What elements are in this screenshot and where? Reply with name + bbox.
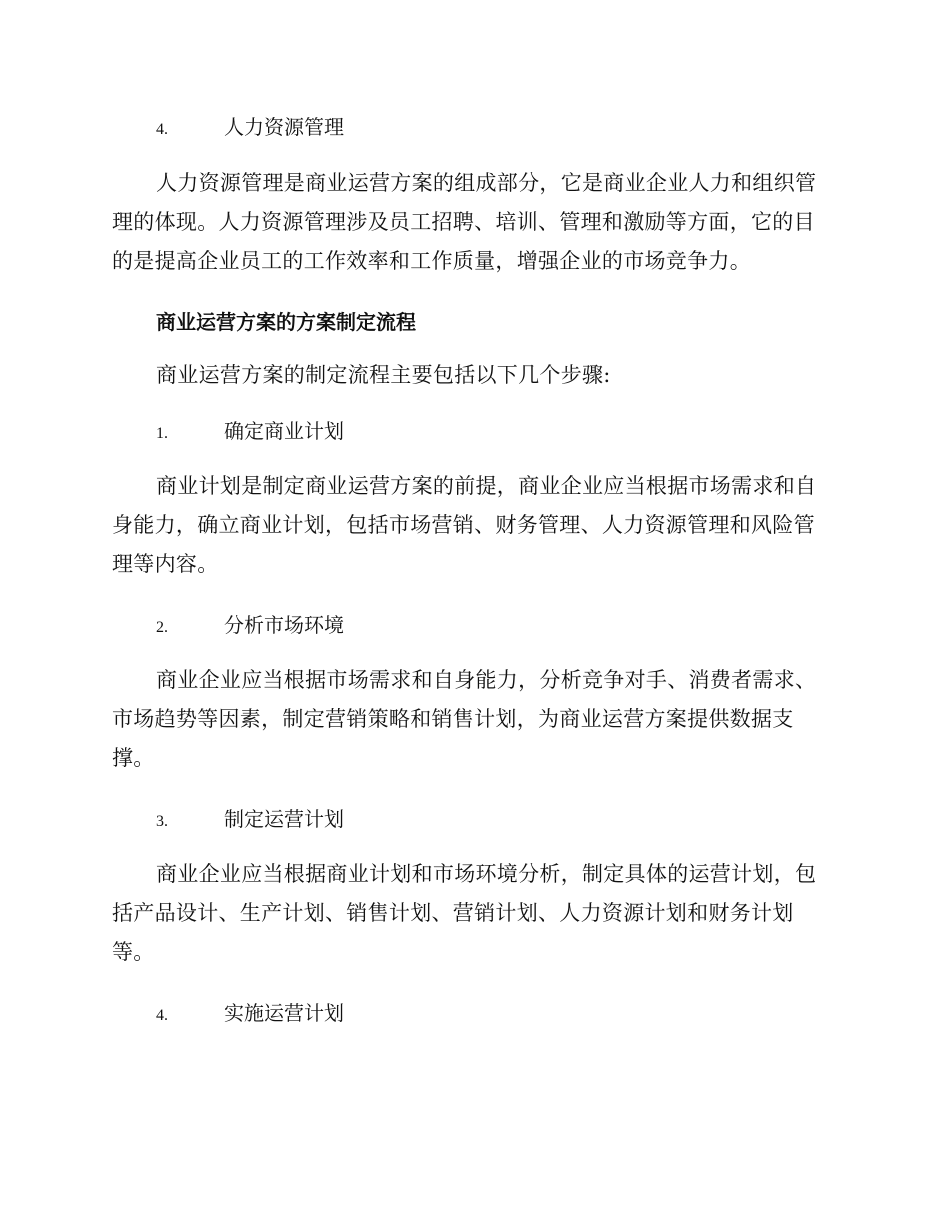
paragraph-intro: 商业运营方案的制定流程主要包括以下几个步骤: (156, 363, 611, 387)
list-number: 4. (156, 1007, 168, 1024)
paragraph-step-1: 商业计划是制定商业运营方案的前提，商业企业应当根据市场需求和自身能力，确立商业计划，包括市场营销、财务管理、人力资源管理和风险管理等内容。 (112, 474, 817, 576)
list-item-step-4 (112, 998, 874, 1031)
list-number: 2. (156, 619, 168, 636)
list-title: 确定商业计划 (224, 419, 344, 443)
paragraph-step-3: 商业企业应当根据商业计划和市场环境分析，制定具体的运营计划，包括产品设计、生产计划、销售计划、营销计划、人力资源计划和财务计划等。 (112, 862, 817, 964)
list-number: 1. (156, 425, 168, 442)
list-item-step-3 (112, 804, 874, 837)
list-item-hr (112, 112, 874, 145)
list-title: 实施运营计划 (224, 1001, 344, 1025)
list-title: 分析市场环境 (224, 613, 344, 637)
list-number: 3. (156, 813, 168, 830)
list-title: 人力资源管理 (224, 115, 344, 139)
section-heading: 商业运营方案的方案制定流程 (156, 310, 416, 334)
list-item-step-2 (112, 610, 874, 643)
paragraph-hr: 人力资源管理是商业运营方案的组成部分，它是商业企业人力和组织管理的体现。人力资源管理涉及员工招聘、培训、管理和激励等方面，它的目的是提高企业员工的工作效率和工作质量，增强企业的市场竞争力。 (112, 171, 817, 273)
list-title: 制定运营计划 (224, 807, 344, 831)
paragraph-step-2: 商业企业应当根据市场需求和自身能力，分析竞争对手、消费者需求、市场趋势等因素，制定营销策略和销售计划，为商业运营方案提供数据支撑。 (112, 668, 817, 770)
list-number: 4. (156, 121, 168, 138)
list-item-step-1 (112, 416, 874, 449)
